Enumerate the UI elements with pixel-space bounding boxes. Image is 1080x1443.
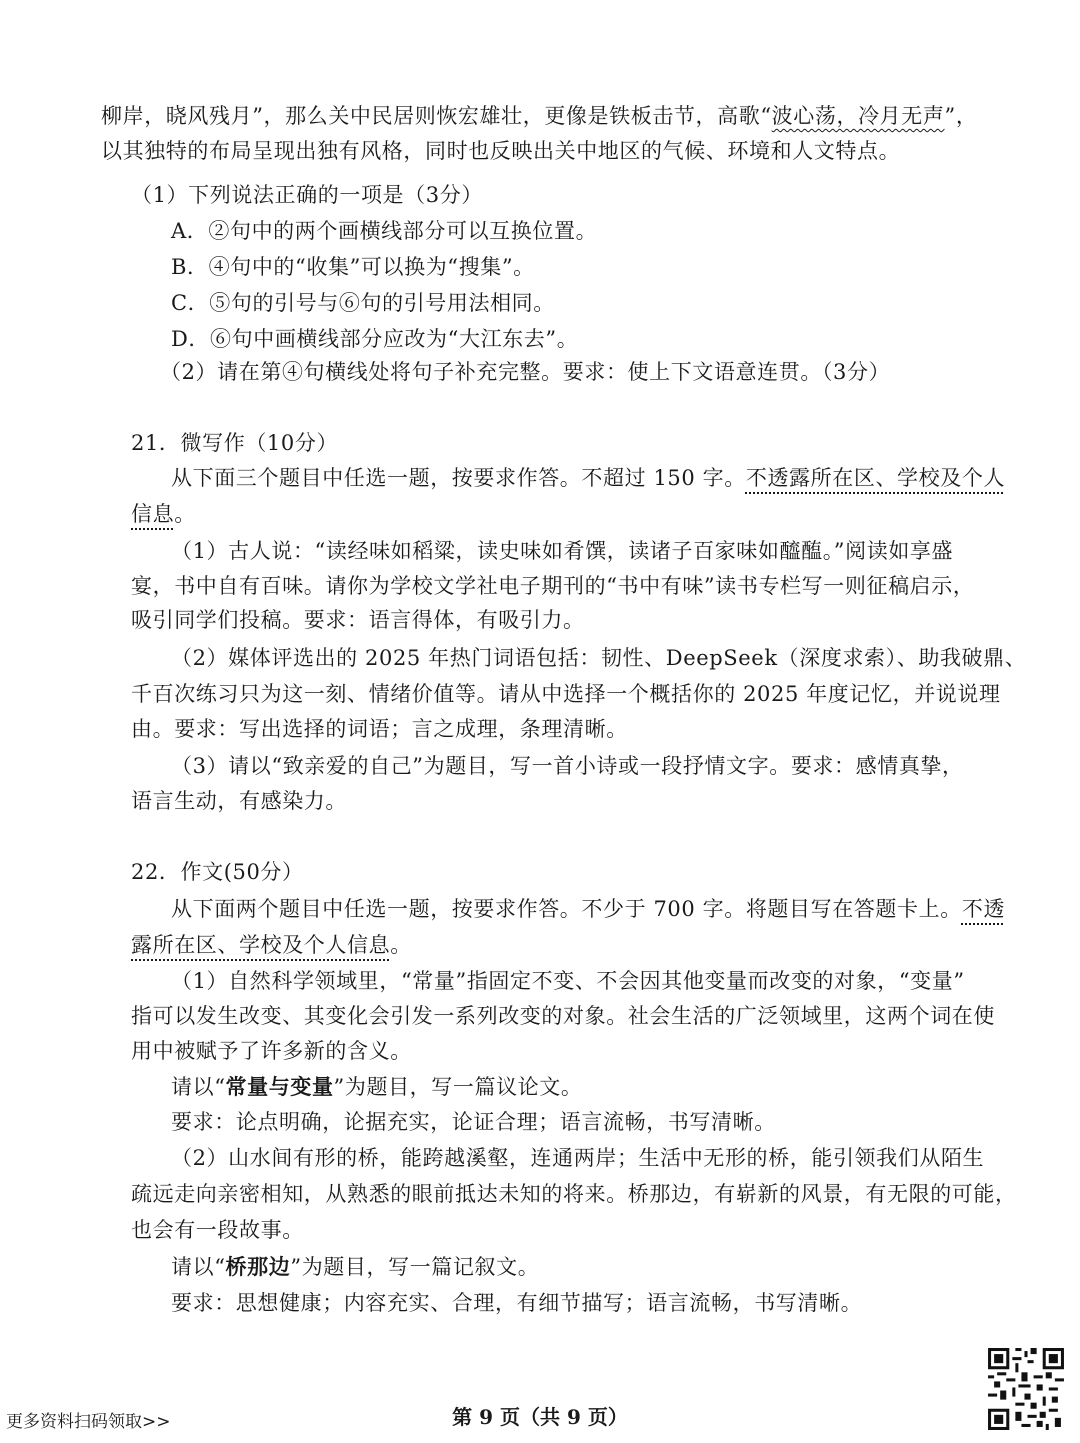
- q21-option-1-line-1: （1）古人说：“读经味如稻粱，读史味如肴馔，读诸子百家味如醯醢。”阅读如享盛: [171, 539, 954, 563]
- q21-title: 21．微写作（10分）: [131, 431, 339, 455]
- emphasis-dots: 不透: [961, 897, 1006, 921]
- emphasis-dots: 不透露所在区、学校及个人: [745, 466, 1006, 490]
- essay-topic-title: 桥那边: [225, 1254, 291, 1279]
- q22-option-2-line-1: （2）山水间有形的桥，能跨越溪壑，连通两岸；生活中无形的桥，能引领我们从陌生: [171, 1146, 985, 1170]
- q21-option-1-line-3: 吸引同学们投稿。要求：语言得体，有吸引力。: [131, 608, 585, 632]
- q21-instruction-line-1: 从下面三个题目中任选一题，按要求作答。不超过 150 字。不透露所在区、学校及个人: [171, 466, 1006, 490]
- q21-option-3-line-1: （3）请以“致亲爱的自己”为题目，写一首小诗或一段抒情文字。要求：感情真挚，: [171, 754, 964, 778]
- q20-option-a: A．②句中的两个画横线部分可以互换位置。: [171, 219, 598, 243]
- q21-option-1-line-2: 宴，书中自有百味。请你为学校文学社电子期刊的“书中有味”读书专栏写一则征稿启示，: [131, 574, 975, 598]
- q22-instruction-line-1: 从下面两个题目中任选一题，按要求作答。不少于 700 字。将题目写在答题卡上。不透: [171, 897, 1006, 921]
- q20-sub1: （1）下列说法正确的一项是（3分）: [131, 183, 483, 207]
- q20-option-d: D．⑥句中画横线部分应改为“大江东去”。: [171, 327, 579, 351]
- q22-option-2-line-3: 也会有一段故事。: [131, 1218, 304, 1242]
- q21-option-2-line-1: （2）媒体评选出的 2025 年热门词语包括：韧性、DeepSeek（深度求索）、助我破鼎、: [171, 646, 1027, 670]
- q21-option-3-line-2: 语言生动，有感染力。: [131, 789, 347, 813]
- q22-option-2-requirements: 要求：思想健康；内容充实、合理，有细节描写；语言流畅，书写清晰。: [171, 1291, 863, 1315]
- q22-option-2-topic: 请以“桥那边”为题目，写一篇记叙文。: [171, 1254, 540, 1279]
- top-line-2: 以其独特的布局呈现出独有风格，同时也反映出关中地区的气候、环境和人文特点。: [101, 139, 901, 163]
- q22-option-1-line-1: （1）自然科学领域里，“常量”指固定不变、不会因其他变量而改变的对象，“变量”: [171, 969, 965, 993]
- q20-option-c: C．⑤句的引号与⑥句的引号用法相同。: [171, 291, 555, 315]
- q22-option-1-topic: 请以“常量与变量”为题目，写一篇议论文。: [171, 1074, 583, 1099]
- q22-option-1-line-2: 指可以发生改变、其变化会引发一系列改变的对象。社会生活的广泛领域里，这两个词在使: [131, 1004, 995, 1028]
- emphasis-dots: 露所在区、学校及个人信息: [131, 933, 391, 957]
- q21-option-2-line-3: 由。要求：写出选择的词语；言之成理，条理清晰。: [131, 717, 628, 741]
- q20-sub2: （2）请在第④句横线处将句子补充完整。要求：使上下文语意连贯。（3分）: [160, 360, 891, 384]
- q21-option-2-line-2: 千百次练习只为这一刻、情绪价值等。请从中选择一个概括你的 2025 年度记忆，并说说理: [131, 682, 1001, 706]
- q22-option-2-line-2: 疏远走向亲密相知，从熟悉的眼前抵达未知的将来。桥那边，有崭新的风景，有无限的可能，: [131, 1182, 1017, 1206]
- q20-option-b: B．④句中的“收集”可以换为“搜集”。: [171, 255, 535, 279]
- q21-instruction-line-2: 信息。: [131, 502, 196, 526]
- essay-topic-title: 常量与变量: [225, 1074, 334, 1099]
- q22-instruction-line-2: 露所在区、学校及个人信息。: [131, 933, 412, 957]
- wavy-underlined-quote: 波心荡，冷月无声: [771, 104, 945, 128]
- q22-title: 22．作文(50分）: [131, 860, 304, 884]
- top-line-1: 柳岸，晓风残月”，那么关中民居则恢宏雄壮，更像是铁板击节，高歌“波心荡，冷月无声”，: [101, 104, 978, 128]
- scan-for-more-link[interactable]: 更多资料扫码领取>>: [6, 1412, 171, 1432]
- emphasis-dots: 信息: [131, 502, 175, 526]
- qr-code-icon[interactable]: [988, 1348, 1064, 1430]
- page-number: 第 9 页（共 9 页）: [452, 1405, 628, 1429]
- q22-option-1-line-3: 用中被赋予了许多新的含义。: [131, 1039, 412, 1063]
- q22-option-1-requirements: 要求：论点明确，论据充实，论证合理；语言流畅，书写清晰。: [171, 1110, 776, 1134]
